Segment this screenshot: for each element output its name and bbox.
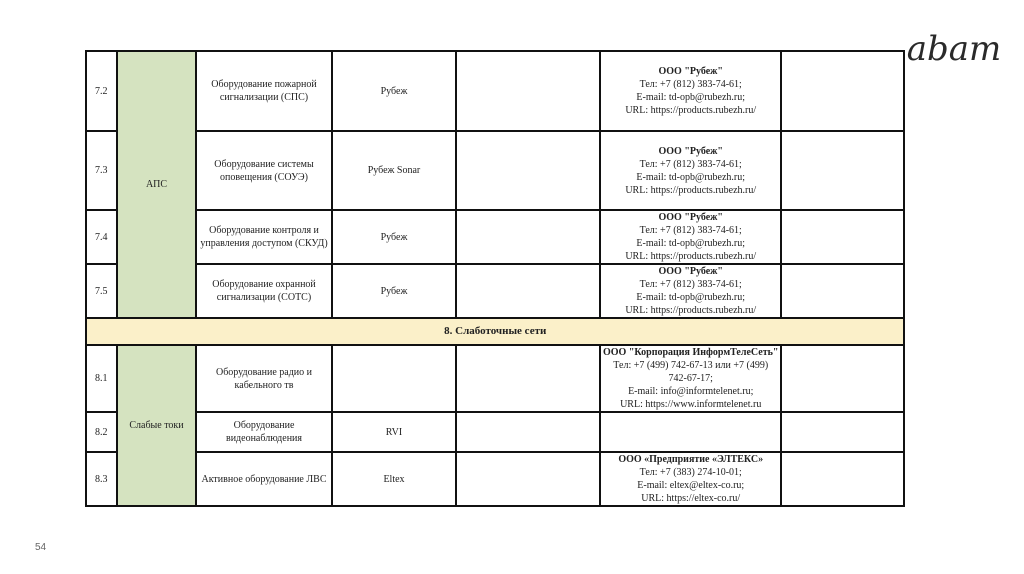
contact-url: URL: https://products.rubezh.ru/ — [625, 184, 757, 196]
contact-email: E-mail: td-opb@rubezh.ru; — [636, 292, 746, 303]
section-header-row — [86, 318, 904, 345]
contact-email: E-mail: td-opb@rubezh.ru; — [636, 238, 746, 249]
empty-cell — [456, 452, 600, 506]
contact-phone: Тел: +7 (383) 274-10-01; — [639, 467, 742, 478]
empty-cell — [456, 131, 600, 210]
page-number: 54 — [35, 542, 47, 553]
empty-cell — [781, 131, 904, 210]
row-number: 8.3 — [86, 452, 117, 506]
vendor-name: Рубеж Sonar — [332, 131, 456, 210]
contact-info — [600, 131, 781, 210]
contact-phone: Тел: +7 (812) 383-74-61; — [639, 158, 742, 170]
equipment-name: Оборудование охранной сигнализации (СОТС) — [196, 264, 332, 318]
equipment-name: Оборудование радио и кабельного тв — [196, 345, 332, 412]
empty-cell — [781, 264, 904, 318]
group-label: АПС — [117, 51, 196, 318]
contact-company: ООО "Рубеж" — [658, 212, 723, 223]
contact-info — [600, 210, 781, 264]
empty-cell — [781, 412, 904, 452]
group-label: Слабые токи — [117, 345, 196, 506]
row-number: 7.3 — [86, 131, 117, 210]
table-row — [86, 264, 904, 318]
empty-cell — [456, 345, 600, 412]
contact-info — [600, 452, 781, 506]
empty-cell — [781, 345, 904, 412]
contact-url: URL: https://eltex-co.ru/ — [641, 493, 741, 504]
contact-company: ООО "Корпорация ИнформТелеСеть" — [603, 347, 779, 358]
empty-cell — [781, 210, 904, 264]
table-row — [86, 51, 904, 131]
contact-info — [600, 51, 781, 131]
vendor-name: RVI — [332, 412, 456, 452]
empty-cell — [781, 51, 904, 131]
contact-url: URL: https://www.informtelenet.ru — [620, 399, 762, 410]
contact-company: ООО "Рубеж" — [658, 66, 723, 77]
contact-email: E-mail: info@informtelenet.ru; — [628, 386, 754, 397]
contact-info — [600, 264, 781, 318]
equipment-name: Оборудование пожарной сигнализации (СПС) — [196, 51, 332, 131]
contact-url: URL: https://products.rubezh.ru/ — [625, 105, 757, 116]
contact-email: E-mail: td-opb@rubezh.ru; — [636, 92, 746, 103]
equipment-name: Оборудование контроля и управления доступом (СКУД) — [196, 210, 332, 264]
equipment-name: Активное оборудование ЛВС — [196, 452, 332, 506]
contact-phone: Тел: +7 (812) 383-74-61; — [639, 279, 742, 290]
contact-phone: Тел: +7 (812) 383-74-61; — [639, 79, 742, 90]
equipment-table — [85, 50, 905, 507]
row-number: 7.2 — [86, 51, 117, 131]
table-row — [86, 452, 904, 506]
contact-info — [600, 345, 781, 412]
contact-company: ООО «Предприятие «ЭЛТЕКС» — [618, 454, 764, 465]
empty-cell — [456, 210, 600, 264]
vendor-name: Eltex — [332, 452, 456, 506]
abam-logo — [905, 18, 1003, 78]
vendor-name: Рубеж — [332, 51, 456, 131]
vendor-name: Рубеж — [332, 264, 456, 318]
section-title: 8. Слаботочные сети — [86, 318, 904, 345]
empty-cell — [781, 452, 904, 506]
contact-email: E-mail: td-opb@rubezh.ru; — [636, 171, 746, 183]
table-row — [86, 210, 904, 264]
equipment-name: Оборудование системы оповещения (СОУЭ) — [196, 131, 332, 210]
empty-cell — [456, 412, 600, 452]
contact-url: URL: https://products.rubezh.ru/ — [625, 251, 757, 262]
contact-info — [600, 412, 781, 452]
table-row — [86, 345, 904, 412]
row-number: 8.1 — [86, 345, 117, 412]
svg-text:abam: abam — [906, 29, 1002, 69]
contact-phone: Тел: +7 (812) 383-74-61; — [639, 225, 742, 236]
row-number: 7.5 — [86, 264, 117, 318]
vendor-name — [332, 345, 456, 412]
empty-cell — [456, 264, 600, 318]
table-row — [86, 412, 904, 452]
row-number: 7.4 — [86, 210, 117, 264]
row-number: 8.2 — [86, 412, 117, 452]
vendor-name: Рубеж — [332, 210, 456, 264]
contact-phone: Тел: +7 (499) 742-67-13 или +7 (499) 742-67-17; — [613, 360, 769, 384]
contact-email: E-mail: eltex@eltex-co.ru; — [637, 480, 745, 491]
contact-url: URL: https://products.rubezh.ru/ — [625, 305, 757, 316]
empty-cell — [456, 51, 600, 131]
table-row — [86, 131, 904, 210]
equipment-name: Оборудование видеонаблюдения — [196, 412, 332, 452]
contact-company: ООО "Рубеж" — [658, 145, 723, 157]
contact-company: ООО "Рубеж" — [658, 266, 723, 277]
